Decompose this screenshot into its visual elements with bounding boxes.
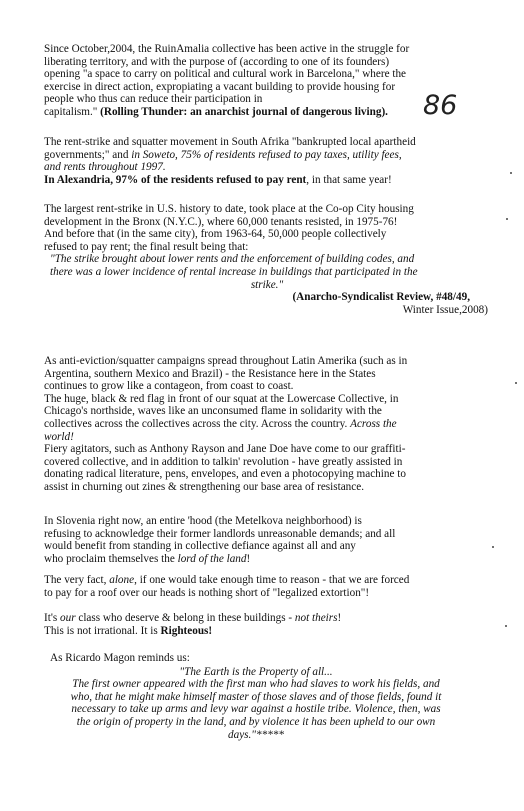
quote-line: there was a lower incidence of rental increase in buildings that participated in the <box>50 265 418 278</box>
text-italic: our <box>60 612 76 624</box>
text-line: Since October,2004, the RuinAmalia collective has been active in the struggle for <box>44 43 410 55</box>
text-line: As anti-eviction/squatter campaigns spread throughout Latin Amerika (such as in <box>44 355 408 367</box>
text-line: opening "a space to carry on political and cultural work in Barcelona," where the <box>44 68 407 81</box>
text-span: collectives across the collectives across the city. Across the country. <box>44 417 351 430</box>
quote-line: "The Earth is the Property of all... <box>179 665 333 678</box>
text-line: exercise in direct action, expropiating a vacant building to provide housing for <box>44 80 396 93</box>
block-quote <box>44 253 484 291</box>
source-line: Winter Issue,2008) <box>402 303 488 316</box>
quote-line: The first owner appeared with the first man who had slaves to work his fields, and <box>72 678 440 691</box>
text-line: would benefit from standing in collective defiance against all and any <box>44 540 356 553</box>
text-line: The rent-strike and squatter movement in South Afrika "bankrupted local apartheid <box>44 136 416 148</box>
paragraph-slovenia <box>44 515 395 565</box>
text-span: capitalism." <box>44 105 101 118</box>
text-line: Fiery agitators, such as Anthony Rayson and Jane Doe have come to our graffiti- <box>44 443 406 456</box>
text-line: and rents throughout 1997. <box>44 161 166 174</box>
text-line: Chicago's northside, waves like an unconsumed flame in solidarity with the <box>44 405 382 418</box>
scan-speck <box>515 382 517 384</box>
scan-speck <box>492 546 494 548</box>
paragraph-latin-amerika <box>44 355 407 494</box>
text-span: , if one would take enough time to reason - that we are forced <box>134 574 410 586</box>
paragraph-legalized-extortion <box>44 574 409 599</box>
quote-line: necessary to take up arms and levy war against a hostile tribe. Violence, then, was <box>71 703 441 716</box>
text-line: development in the Bronx (N.Y.C.), where 60,000 tenants resisted, in 1975-76! <box>44 215 398 228</box>
quote-line: who, that he might make himself master of those slaves and of those fields, found it <box>70 690 442 703</box>
paragraph-co-op-city <box>44 203 488 316</box>
text-span: The very fact, <box>44 574 110 586</box>
quote-line: strike." <box>250 278 284 291</box>
text-italic: not theirs <box>294 612 338 624</box>
text-line: to pay for a roof over our heads is nothing short of "legalized extortion"! <box>44 586 370 599</box>
handwritten-page-number: 86 <box>423 90 458 121</box>
text-italic: Across the <box>350 417 397 430</box>
scan-speck <box>505 625 507 627</box>
quote-source <box>44 291 488 316</box>
text-line: refused to pay rent; the final result being that: <box>44 240 249 253</box>
text-line <box>44 418 407 431</box>
text-bold: In Alexandria, 97% of the residents refused to pay rent <box>44 173 307 186</box>
paragraph-magon-quote <box>50 652 468 741</box>
scan-speck <box>510 172 512 174</box>
text-line: world! <box>44 430 74 443</box>
text-italic: in Soweto, 75% of residents refused to pay taxes, utility fees, <box>131 148 402 161</box>
text-line: Argentina, southern Mexico and Brazil) - the Resistance here in the States <box>44 367 376 380</box>
quote-line: the origin of property in the land, and by violence it has been upheld to our own <box>76 715 436 728</box>
text-line: And before that (in the same city), from 1963-64, 50,000 people collectively <box>44 228 387 241</box>
text-line: The huge, black & red flag in front of our squat at the Lowercase Collective, in <box>44 392 399 405</box>
scan-speck <box>506 218 508 220</box>
text-line: The largest rent-strike in U.S. history to date, took place at the Co-op City housing <box>44 203 414 215</box>
paragraph-ruinamalia <box>44 43 409 119</box>
text-line: liberating territory, and with the purpose of (according to one of its founders) <box>44 55 390 68</box>
text-line: refusing to acknowledge their former landlords unreasonable demands; and all <box>44 527 396 540</box>
text-line <box>44 612 341 625</box>
text-span: class who deserve & belong in these buildings - <box>75 612 295 624</box>
text-span: It's <box>44 612 61 624</box>
text-line: continues to grow like a contageon, from coast to coast. <box>44 380 294 393</box>
text-line: assist in churning out zines & strengthening our base area of resistance. <box>44 480 364 493</box>
text-span: ! <box>337 612 342 624</box>
text-span: , in that same year! <box>306 173 392 186</box>
text-span: This is not irrational. It is <box>44 624 161 637</box>
source-line: (Anarcho-Syndicalist Review, #48/49, <box>292 291 470 304</box>
text-line: people who thus can reduce their participation in <box>44 93 263 106</box>
text-line: As Ricardo Magon reminds us: <box>50 652 190 664</box>
text-italic: lord of the land <box>177 552 247 565</box>
text-line: covered collective, and in addition to talkin' revolution - have greatly assisted in <box>44 455 403 468</box>
text-line <box>44 625 341 638</box>
text-span: who proclaim themselves the <box>44 552 178 565</box>
text-line <box>44 553 395 566</box>
text-italic: alone <box>109 574 135 586</box>
text-span: governments;" and <box>44 148 132 161</box>
text-span: ! <box>246 552 251 565</box>
text-line <box>44 174 416 187</box>
text-line: donating radical literature, pens, envelopes, and even a photocopying machine to <box>44 468 406 481</box>
text-line: In Slovenia right now, an entire 'hood (the Metelkova neighborhood) is <box>44 515 362 527</box>
text-line <box>44 106 409 119</box>
quote-line: days."***** <box>228 728 284 741</box>
text-line <box>44 149 416 162</box>
quote-line: "The strike brought about lower rents and the enforcement of building codes, and <box>50 253 415 266</box>
text-bold: Righteous! <box>160 624 213 637</box>
citation-bold: (Rolling Thunder: an anarchist journal of dangerous living). <box>100 105 388 118</box>
block-quote <box>44 666 468 742</box>
paragraph-south-afrika <box>44 136 416 186</box>
text-line <box>44 574 409 587</box>
paragraph-our-class <box>44 612 341 637</box>
